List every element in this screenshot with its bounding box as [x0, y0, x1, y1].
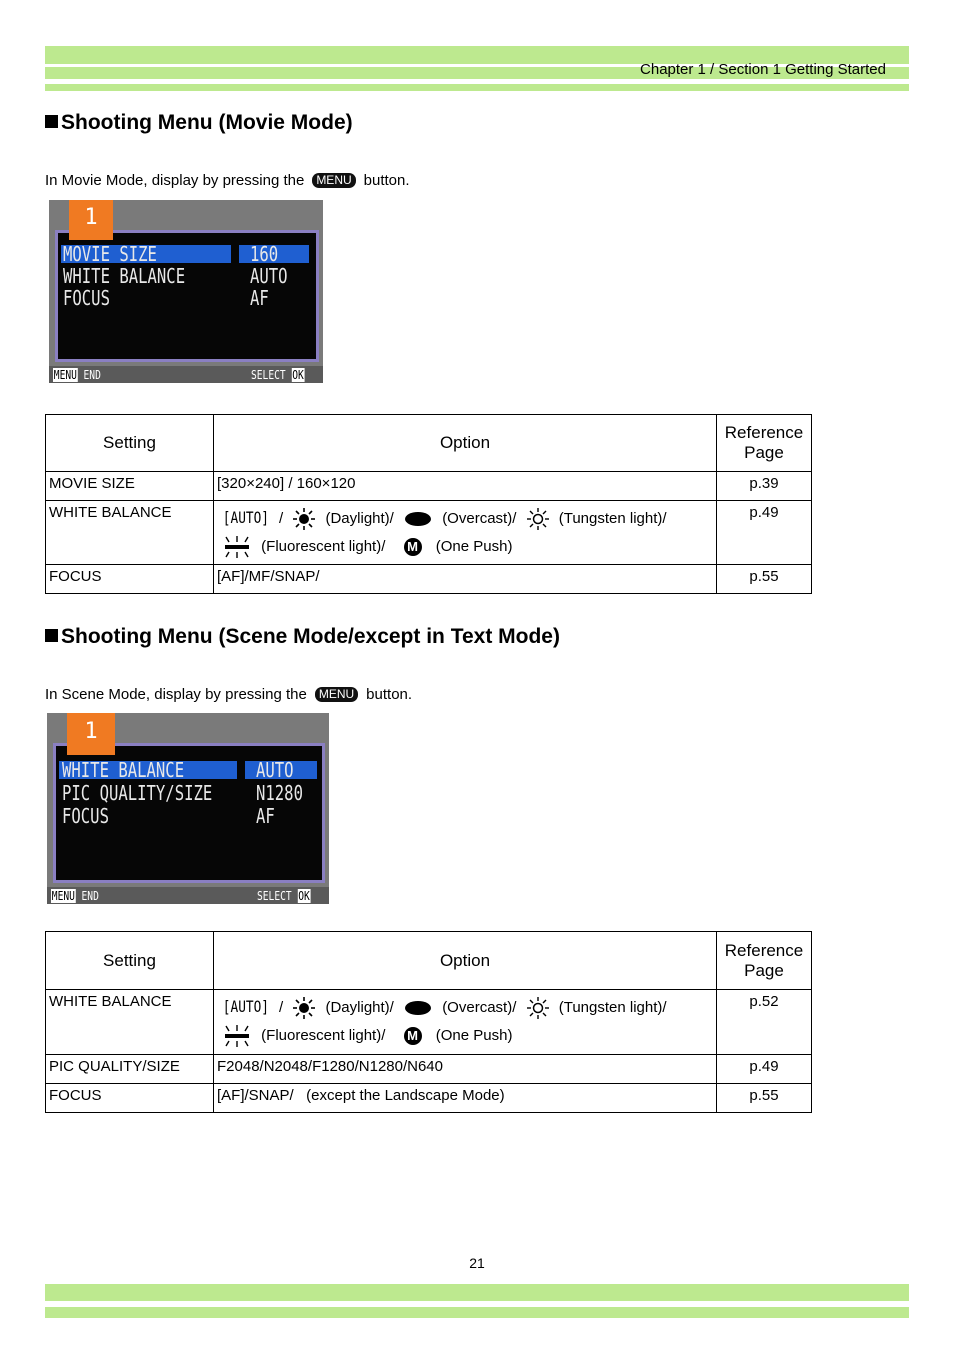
header-setting: Setting [46, 932, 214, 990]
lcd-row-value: AF [256, 804, 275, 828]
chapter-label: Chapter 1 / Section 1 Getting Started [640, 61, 886, 78]
bulb-icon [527, 997, 549, 1019]
lcd-row-label: WHITE BALANCE [63, 264, 186, 288]
cloud-icon [404, 511, 432, 527]
section2-heading [45, 625, 560, 649]
footer-band-bottom [45, 1307, 909, 1318]
header-option: Option [214, 932, 717, 990]
cell-option: [AF]/MF/SNAP/ [214, 565, 717, 594]
lcd-row-value: AUTO [250, 264, 288, 288]
one-push-m-icon: M [404, 538, 422, 556]
table-row [46, 472, 812, 501]
menu-key-icon: MENU [315, 687, 358, 702]
auto-icon: [AUTO] [222, 508, 270, 527]
cell-setting: WHITE BALANCE [46, 990, 214, 1055]
lcd-row-value: 160 [250, 242, 279, 266]
bullet-square-icon [45, 115, 58, 128]
lcd-row-label: FOCUS [62, 804, 109, 828]
table-header-row [46, 932, 812, 990]
cell-setting: PIC QUALITY/SIZE [46, 1055, 214, 1084]
scene-settings-table [45, 931, 812, 1113]
cell-page: p.55 [717, 1084, 812, 1113]
section1-intro: In Movie Mode, display by pressing the MENU button. [45, 172, 410, 189]
lcd-screenshot-movie [49, 200, 323, 383]
section1-heading [45, 111, 353, 135]
cell-option: [AF]/SNAP/ (except the Landscape Mode) [214, 1084, 717, 1113]
cell-option-white-balance: [AUTO] / (Daylight)/ (Overcast)/ (Tungsten light)/ (Fluorescent light)/ M (One Push) [214, 501, 717, 565]
cloud-icon [404, 1000, 432, 1016]
header-setting: Setting [46, 415, 214, 472]
lcd-footer-left: MENU END [53, 368, 101, 382]
cell-page: p.49 [717, 501, 812, 565]
cell-option-white-balance: [AUTO] / (Daylight)/ (Overcast)/ (Tungsten light)/ (Fluorescent light)/ M (One Push) [214, 990, 717, 1055]
section2-intro: In Scene Mode, display by pressing the MENU button. [45, 686, 413, 703]
table-row [46, 1055, 812, 1084]
lcd-tab: 1 [69, 200, 113, 240]
cell-page: p.55 [717, 565, 812, 594]
cell-option: F2048/N2048/F1280/N1280/N640 [214, 1055, 717, 1084]
cell-setting: MOVIE SIZE [46, 472, 214, 501]
fluorescent-icon [223, 1025, 251, 1047]
fluorescent-icon [223, 536, 251, 558]
table-row [46, 565, 812, 594]
lcd-row-label: FOCUS [63, 286, 110, 310]
cell-page: p.52 [717, 990, 812, 1055]
table-row [46, 1084, 812, 1113]
header-option: Option [214, 415, 717, 472]
cell-setting: FOCUS [46, 565, 214, 594]
section2-title: Shooting Menu (Scene Mode/except in Text Mode) [61, 625, 560, 648]
cell-setting: FOCUS [46, 1084, 214, 1113]
cell-page: p.39 [717, 472, 812, 501]
lcd-footer-right: SELECT OK [257, 889, 310, 903]
bulb-icon [527, 508, 549, 530]
table-row [46, 501, 812, 565]
auto-icon: [AUTO] [222, 997, 270, 1016]
lcd-tab: 1 [67, 713, 115, 755]
table-header-row [46, 415, 812, 472]
lcd-footer-right: SELECT OK [251, 368, 304, 382]
header-reference: Reference Page [717, 932, 812, 990]
lcd-row-value: AUTO [256, 758, 294, 782]
lcd-screenshot-scene [47, 713, 329, 904]
table-row [46, 990, 812, 1055]
cell-page: p.49 [717, 1055, 812, 1084]
lcd-row-value: N1280 [256, 781, 303, 805]
lcd-row-label: PIC QUALITY/SIZE [62, 781, 213, 805]
header-band-bottom [45, 84, 909, 91]
cell-option: [320×240] / 160×120 [214, 472, 717, 501]
section1-title: Shooting Menu (Movie Mode) [61, 111, 353, 134]
one-push-m-icon: M [404, 1027, 422, 1045]
lcd-row-label: MOVIE SIZE [63, 242, 157, 266]
lcd-row-value: AF [250, 286, 269, 310]
menu-key-icon: MENU [312, 173, 355, 188]
cell-setting: WHITE BALANCE [46, 501, 214, 565]
page-number: 21 [469, 1255, 485, 1271]
lcd-footer-left: MENU END [51, 889, 99, 903]
bullet-square-icon [45, 629, 58, 642]
footer-band-top [45, 1284, 909, 1301]
header-reference: Reference Page [717, 415, 812, 472]
movie-settings-table [45, 414, 812, 594]
lcd-row-label: WHITE BALANCE [62, 758, 185, 782]
sun-icon [293, 508, 315, 530]
sun-icon [293, 997, 315, 1019]
